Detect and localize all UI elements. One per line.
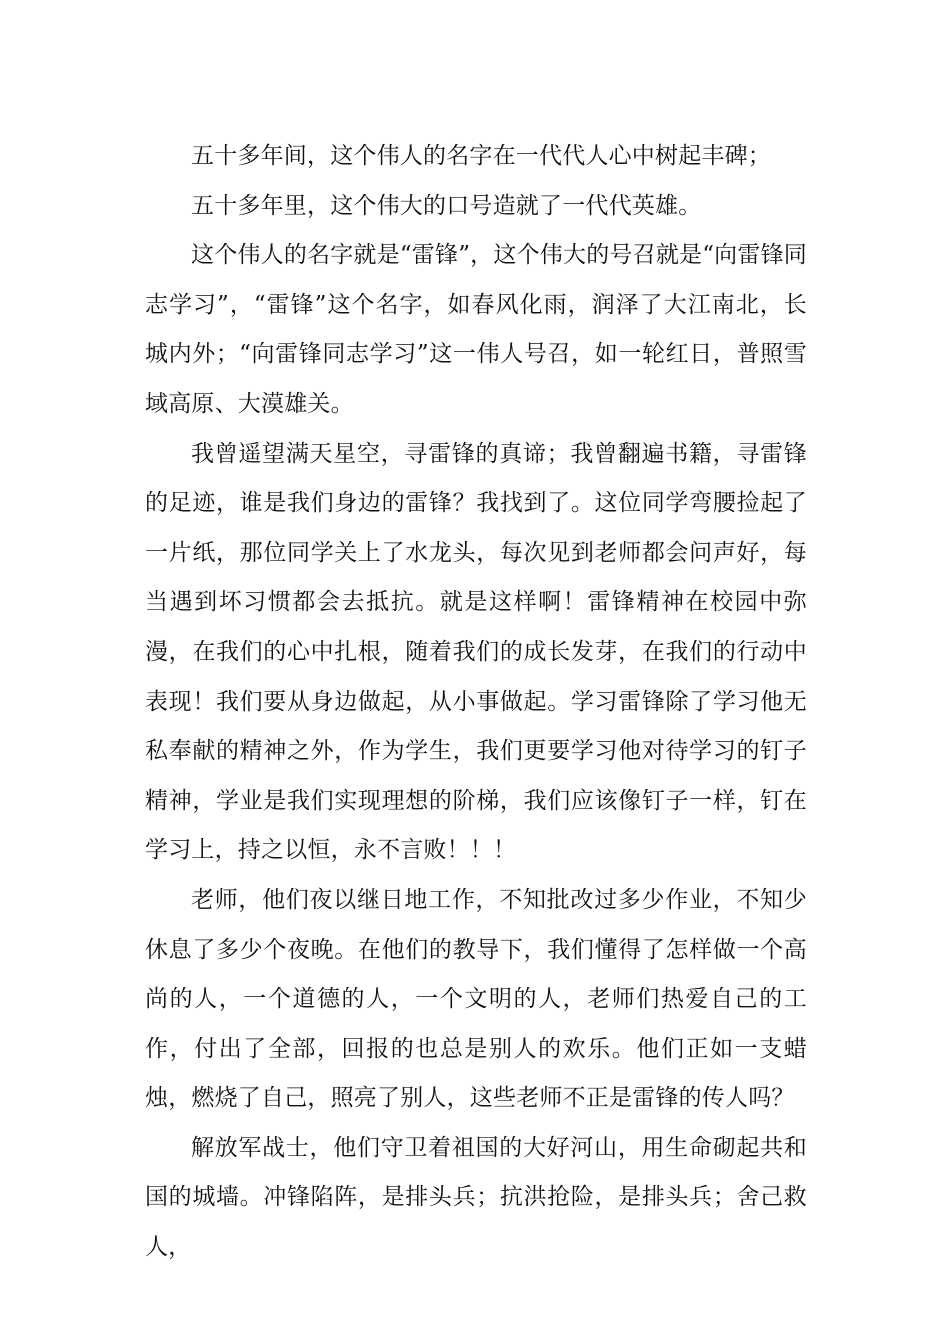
paragraph-5: 老师，他们夜以继日地工作，不知批改过多少作业，不知少休息了多少个夜晚。在他们的教导下，我们懂得了怎样做一个高尚的人，一个道德的人，一个文明的人，老师们热爱自己的工作，付出了全部，回报的也总是别人的欢乐。他们正如一支蜡烛，燃烧了自己，照亮了别人，这些老师不正是雷锋的传人吗？: [145, 886, 807, 1112]
paragraph-3: 这个伟人的名字就是“雷锋”，这个伟大的号召就是“向雷锋同志学习”，“雷锋”这个名字，如春风化雨，润泽了大江南北，长城内外；“向雷锋同志学习”这一伟人号召，如一轮红日，普照雪域高原、大漠雄关。: [145, 242, 807, 417]
paragraph-6: 解放军战士，他们守卫着祖国的大好河山，用生命砌起共和国的城墙。冲锋陷阵，是排头兵；抗洪抢险，是排头兵；舍己救人，: [145, 1134, 807, 1261]
paragraph-2: 五十多年里，这个伟大的口号造就了一代代英雄。: [191, 192, 702, 219]
document-body: [145, 132, 807, 1273]
paragraph-4: 我曾遥望满天星空，寻雷锋的真谛；我曾翻遍书籍，寻雷锋的足迹，谁是我们身边的雷锋？我找到了。这位同学弯腰捡起了一片纸，那位同学关上了水龙头，每次见到老师都会问声好，每当遇到坏习惯都会去抵抗。就是这样啊！雷锋精神在校园中弥漫，在我们的心中扎根，随着我们的成长发芽，在我们的行动中表现！我们要从身边做起，从小事做起。学习雷锋除了学习他无私奉献的精神之外，作为学生，我们更要学习他对待学习的钉子精神，学业是我们实现理想的阶梯，我们应该像钉子一样，钉在学习上，持之以恒，永不言败！！！: [145, 440, 807, 864]
paragraph-1: 五十多年间，这个伟人的名字在一代代人心中树起丰碑；: [191, 143, 771, 169]
